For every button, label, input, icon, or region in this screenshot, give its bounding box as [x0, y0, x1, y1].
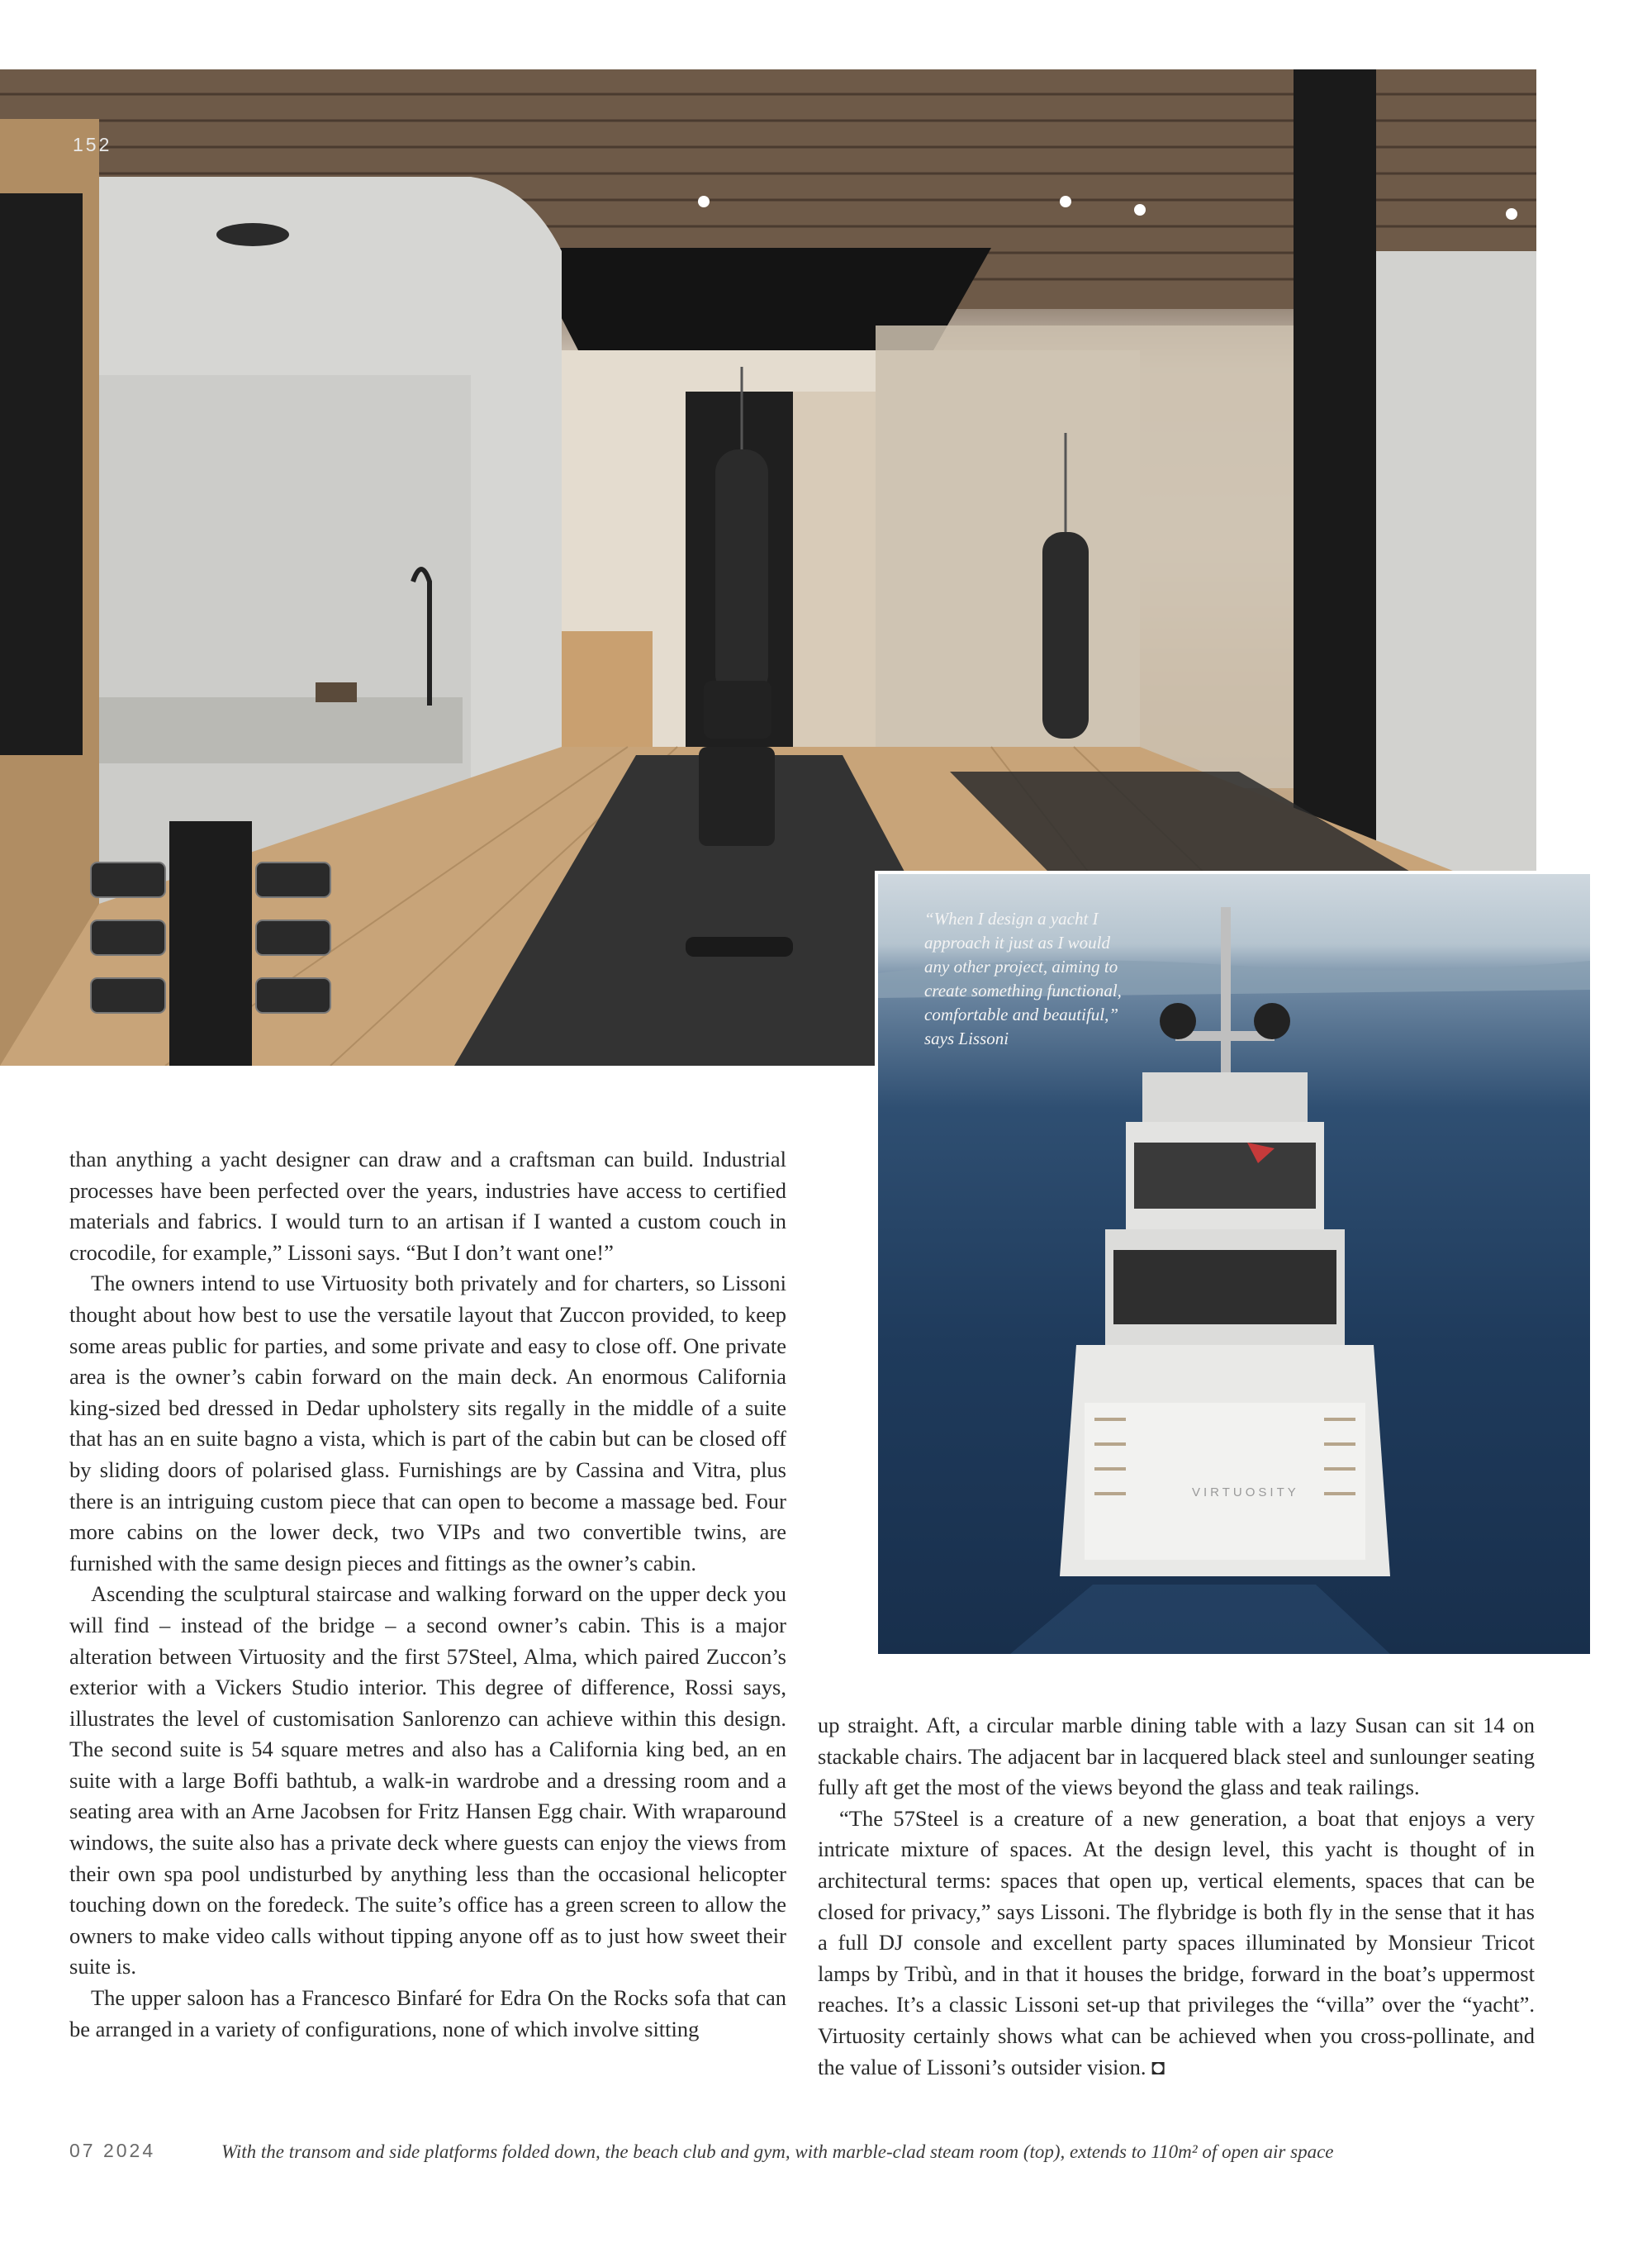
issue-date: 07 2024	[69, 2140, 156, 2161]
body-column-left	[69, 1144, 786, 2045]
paragraph: The owners intend to use Virtuosity both privately and for charters, so Lissoni thought about how best to use the versatile layout that Zuccon provided, to keep some areas public for parties, and some private and easy to close off. One private area is the owner’s cabin forward on the main deck. An enormous California king-sized bed dressed in Dedar upholstery sits regally in the middle of a suite that has an en suite bagno a vista, which is part of the cabin but can be closed off by sliding doors of polarised glass. Furnishings are by Cassina and Vitra, plus there is an intriguing custom piece that can open to become a massage bed. Four more cabins on the lower deck, two VIPs and two convertible twins, are furnished with the same design pieces and fittings as the owner’s cabin.	[69, 1271, 786, 1575]
paragraph: up straight. Aft, a circular marble dining table with a lazy Susan can sit 14 on stackable chairs. The adjacent bar in lacquered black steel and sunlounger seating fully aft get the most of the views beyond the glass and teak railings.	[818, 1713, 1535, 1800]
body-column-right	[818, 1710, 1535, 2083]
photo-caption: With the transom and side platforms folded down, the beach club and gym, with marble-clad steam room (top), extends to 110m² of open air space	[221, 2141, 1334, 2162]
pull-quote: “When I design a yacht I approach it just as I would any other project, aiming to create something functional, comfortable and beautiful,” says Lissoni	[924, 909, 1122, 1048]
paragraph: The upper saloon has a Francesco Binfaré for Edra On the Rocks sofa that can be arranged in a variety of configurations, none of which involve sitting	[69, 1985, 786, 2041]
page-number: 152	[73, 134, 112, 155]
yacht-photo	[875, 871, 1590, 1654]
paragraph: Ascending the sculptural staircase and walking forward on the upper deck you will find – instead of the bridge – a second owner’s cabin. This is a major alteration between Virtuosity and the first 57Steel, Alma, which paired Zuccon’s exterior with a Vickers Studio interior. This degree of difference, Rossi says, illustrates the level of customisation Sanlorenzo can achieve within this design. The second suite is 54 square metres and also has a California king bed, an en suite with a large Boffi bathtub, a walk-in wardrobe and a dressing room and a seating area with an Arne Jacobsen for Fritz Hansen Egg chair. With wraparound windows, the suite also has a private deck where guests can enjoy the views from their own spa pool undisturbed by anything less than the occasional helicopter touching down on the foredeck. The suite’s office has a green screen to allow the owners to make video calls without tipping anyone off as to just how sweet their suite is.	[69, 1581, 786, 1979]
paragraph: “The 57Steel is a creature of a new generation, a boat that enjoys a very intricate mixture of spaces. At the design level, this yacht is thought of in architectural terms: spaces that open up, vertical elements, spaces that can be closed for privacy,” says Lissoni. The flybridge is both fly in the sense that it has a full DJ console and excellent party spaces illuminated by Monsieur Tricot lamps by Tribù, and in that it houses the bridge, forward in the boat’s uppermost reaches. It’s a classic Lissoni set-up that privileges the “villa” over the “yacht”. Virtuosity certainly shows what can be achieved when you cross-pollinate, and the value of Lissoni’s outsider vision. ◘	[818, 1805, 1535, 2079]
hull-name: VIRTUOSITY	[1192, 1485, 1299, 1499]
paragraph: than anything a yacht designer can draw and a craftsman can build. Industrial processes have been perfected over the years, industries have access to certified materials and fabrics. I would turn to an artisan if I wanted a custom couch in crocodile, for example,” Lissoni says. “But I don’t want one!”	[69, 1147, 786, 1265]
